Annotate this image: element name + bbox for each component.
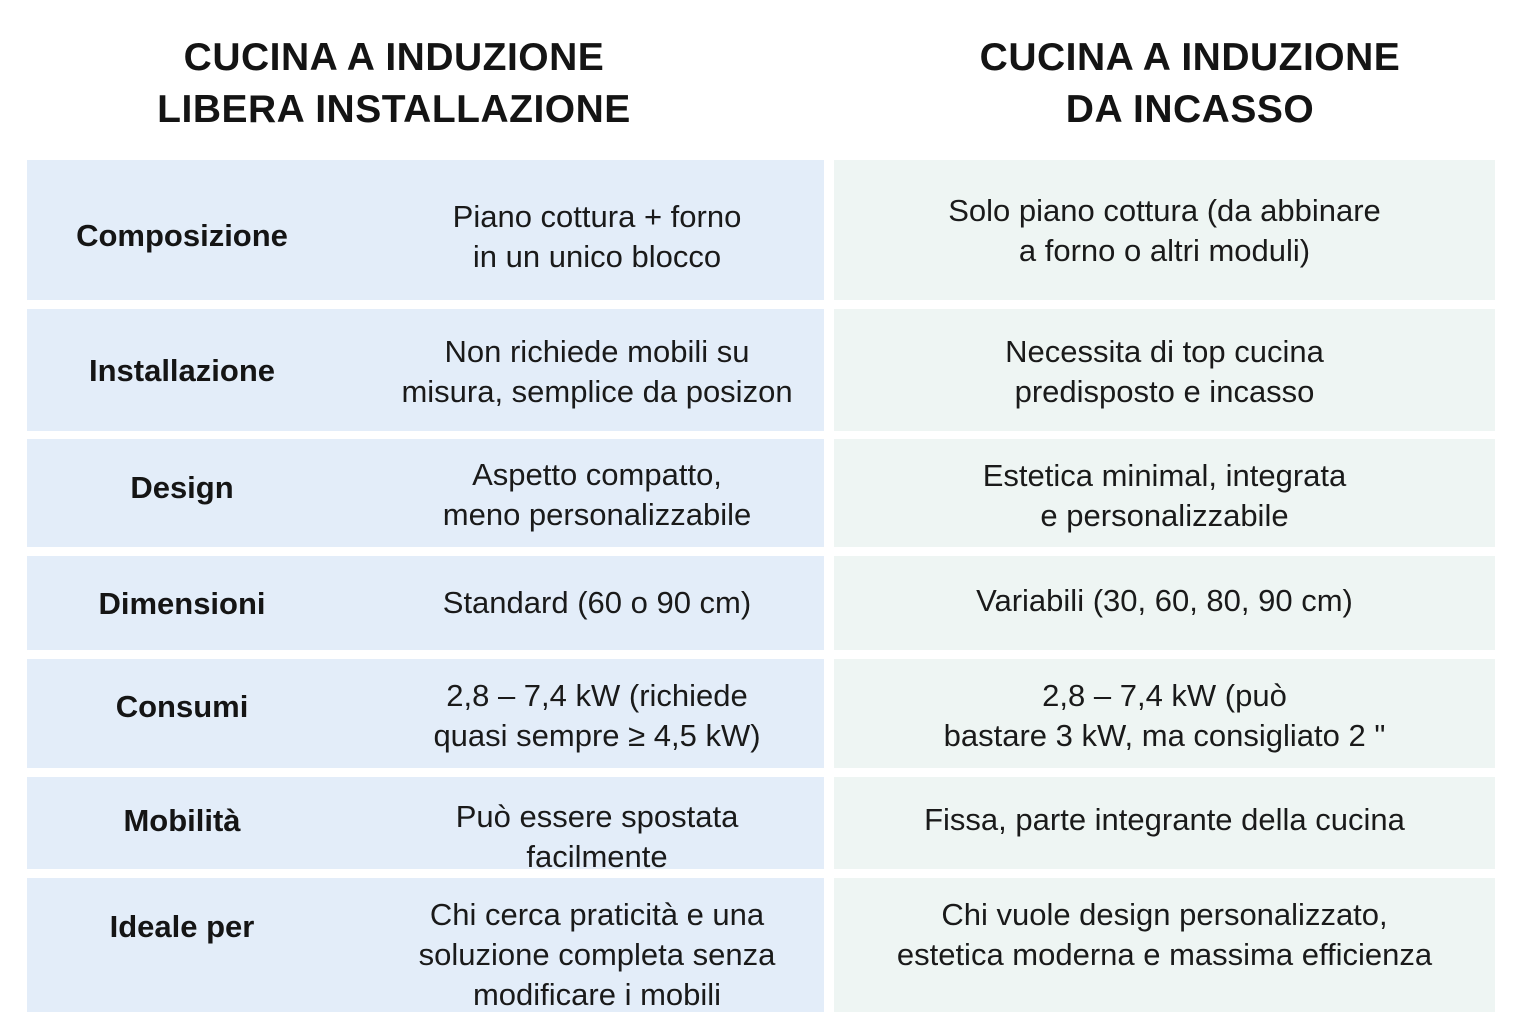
- heading-built-in: [880, 32, 1500, 136]
- row-installazione-freestanding-cell: [27, 309, 824, 431]
- value-line: e personalizzabile: [1040, 498, 1289, 533]
- value-line: a forno o altri moduli): [1018, 233, 1311, 268]
- value-line: meno personalizzabile: [442, 497, 752, 532]
- row-consumi-built-in-cell: [834, 659, 1495, 768]
- row-mobilita-built-in-value: [834, 800, 1495, 840]
- value-line: Non richiede mobili su: [444, 334, 750, 369]
- heading-built-in-line2: DA INCASSO: [1065, 88, 1315, 131]
- row-label-consumi: Consumi: [115, 689, 249, 724]
- value-line: quasi sempre ≥ 4,5 kW): [433, 718, 761, 753]
- value-line: 2,8 – 7,4 kW (richiede: [446, 678, 748, 713]
- row-mobilita-freestanding-cell: [27, 777, 824, 874]
- row-composizione-freestanding-cell: [27, 160, 824, 300]
- value-line: Chi vuole design personalizzato,: [941, 897, 1388, 932]
- row-ideale-per-built-in-value: [834, 895, 1495, 975]
- row-design-built-in-cell: [834, 439, 1495, 547]
- row-installazione-built-in-cell: [834, 309, 1495, 431]
- value-line: Fissa, parte integrante della cucina: [924, 802, 1405, 837]
- value-line: Aspetto compatto,: [472, 457, 722, 492]
- value-line: predisposto e incasso: [1014, 374, 1315, 409]
- row-design-freestanding-cell: [27, 439, 824, 547]
- row-consumi-freestanding-value: [367, 676, 827, 756]
- row-mobilita-built-in-cell: [834, 777, 1495, 869]
- row-consumi-built-in-value: [834, 676, 1495, 756]
- row-label-dimensioni: Dimensioni: [98, 586, 266, 621]
- value-line: 2,8 – 7,4 kW (può: [1042, 678, 1287, 713]
- row-ideale-per-built-in-cell: [834, 878, 1495, 1012]
- value-line: in un unico blocco: [472, 239, 722, 274]
- value-line: misura, semplice da posizon: [401, 374, 793, 409]
- row-label-installazione: Installazione: [88, 353, 276, 388]
- row-design-built-in-value: [834, 456, 1495, 536]
- row-label-composizione: Composizione: [76, 218, 288, 253]
- heading-freestanding: [84, 32, 704, 136]
- value-line: Può essere spostata: [455, 799, 739, 834]
- value-line: modificare i mobili: [472, 977, 722, 1012]
- row-label-ideale-per: Ideale per: [109, 909, 255, 944]
- row-installazione-built-in-value: [834, 332, 1495, 412]
- value-line: soluzione completa senza: [418, 937, 776, 972]
- value-line: bastare 3 kW, ma consigliato 2 ": [943, 718, 1386, 753]
- row-ideale-per-freestanding-value: [367, 895, 827, 1015]
- row-ideale-per-freestanding-cell: [27, 878, 824, 1012]
- value-line: estetica moderna e massima efficienza: [896, 937, 1433, 972]
- row-label-design: Design: [130, 470, 234, 505]
- value-line: Piano cottura + forno: [452, 199, 742, 234]
- value-line: Chi cerca praticità e una: [429, 897, 765, 932]
- row-installazione-freestanding-value: [367, 332, 827, 412]
- heading-freestanding-line2: LIBERA INSTALLAZIONE: [157, 88, 631, 131]
- row-dimensioni-built-in-cell: [834, 556, 1495, 650]
- value-line: Standard (60 o 90 cm): [442, 585, 752, 620]
- row-mobilita-freestanding-value: [367, 797, 827, 877]
- heading-freestanding-line1: CUCINA A INDUZIONE: [183, 36, 605, 79]
- row-composizione-built-in-value: [834, 191, 1495, 271]
- value-line: Variabili (30, 60, 80, 90 cm): [976, 583, 1353, 618]
- value-line: Necessita di top cucina: [1005, 334, 1324, 369]
- row-composizione-freestanding-value: [367, 197, 827, 277]
- heading-built-in-line1: CUCINA A INDUZIONE: [979, 36, 1401, 79]
- value-line: facilmente: [526, 839, 668, 874]
- value-line: Estetica minimal, integrata: [982, 458, 1347, 493]
- row-composizione-built-in-cell: [834, 160, 1495, 300]
- row-dimensioni-freestanding-value: [367, 583, 827, 623]
- row-dimensioni-built-in-value: [834, 581, 1495, 621]
- row-dimensioni-freestanding-cell: [27, 556, 824, 650]
- value-line: Solo piano cottura (da abbinare: [948, 193, 1381, 228]
- row-consumi-freestanding-cell: [27, 659, 824, 768]
- row-label-mobilita: Mobilità: [123, 803, 241, 838]
- row-design-freestanding-value: [367, 455, 827, 535]
